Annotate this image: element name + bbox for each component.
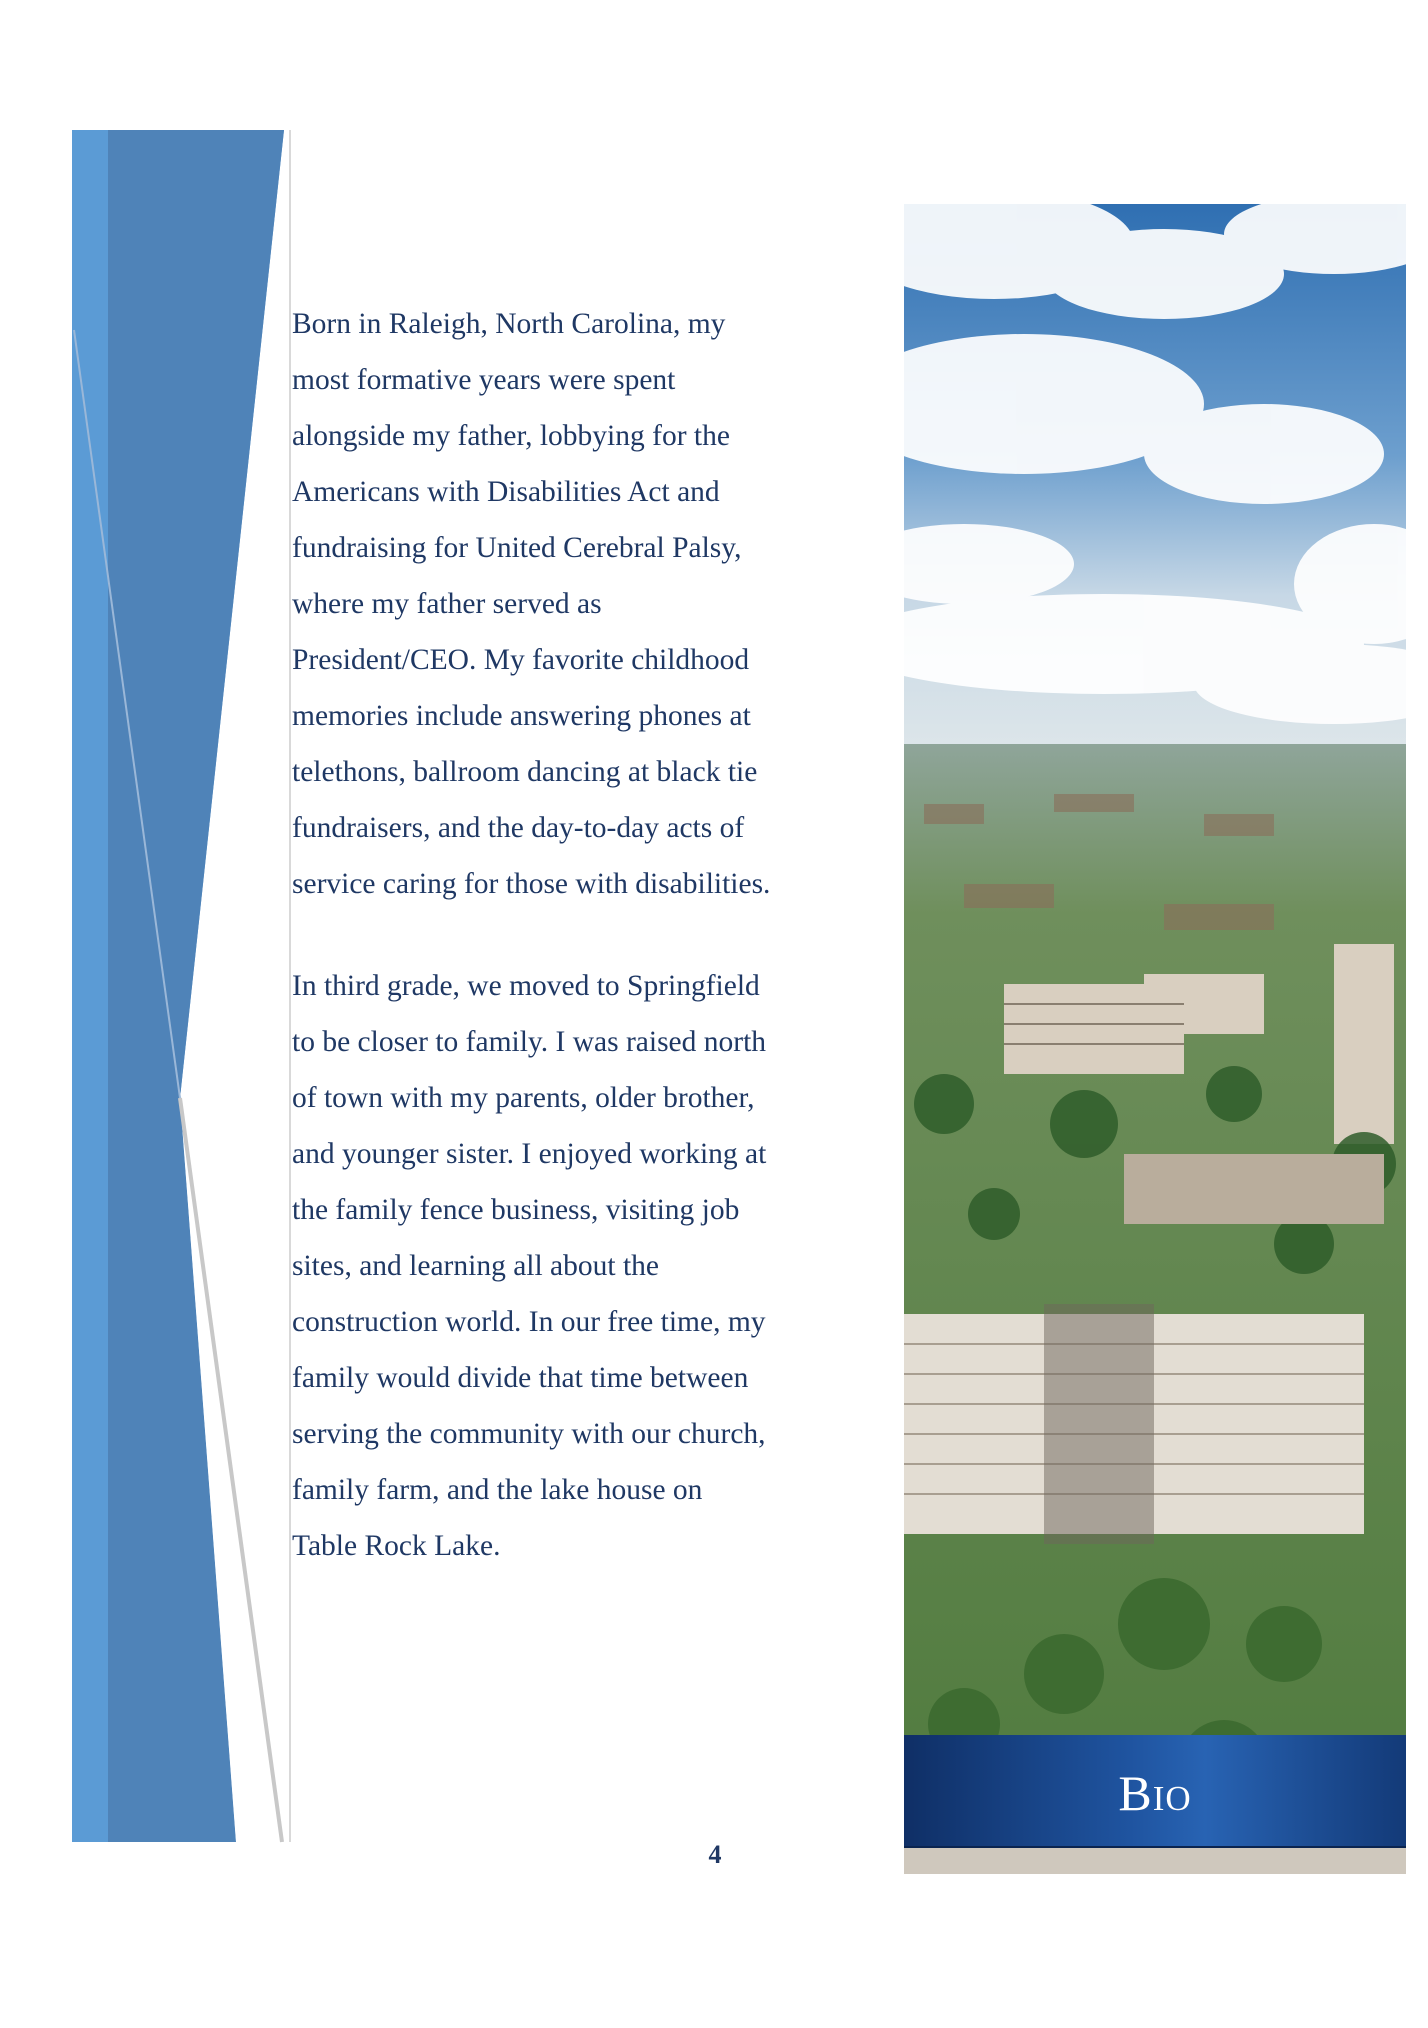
bio-banner [904, 1735, 1406, 1848]
paragraph-springfield: In third grade, we moved to Springfield to be closer to family. I was raised north of town with my parents, older brother, and younger sister. I enjoyed working at the family fence business, visiting job sites, and learning all about the construction world. In our free time, my family would divide that time between serving the community with our church, family farm, and the lake house on Table Rock Lake. [292, 970, 767, 1562]
page-number: 4 [708, 1840, 722, 1869]
bio-title: Bio [1118, 1765, 1192, 1821]
band-edge-shape [72, 130, 108, 1842]
band-dark-shape [108, 130, 284, 1842]
city-skyline-photo [904, 204, 1406, 1874]
paragraph-childhood: Born in Raleigh, North Carolina, my most formative years were spent alongside my father, lobbying for the Americans with Disabilities Act and fundraising for United Cerebral Palsy, where my father served as President/CEO. My favorite childhood memories include answering phones at telethons, ballroom dancing at black tie fundraisers, and the day-to-day acts of service caring for those with disabilities. [292, 308, 771, 900]
bio-body-text [292, 296, 852, 1574]
